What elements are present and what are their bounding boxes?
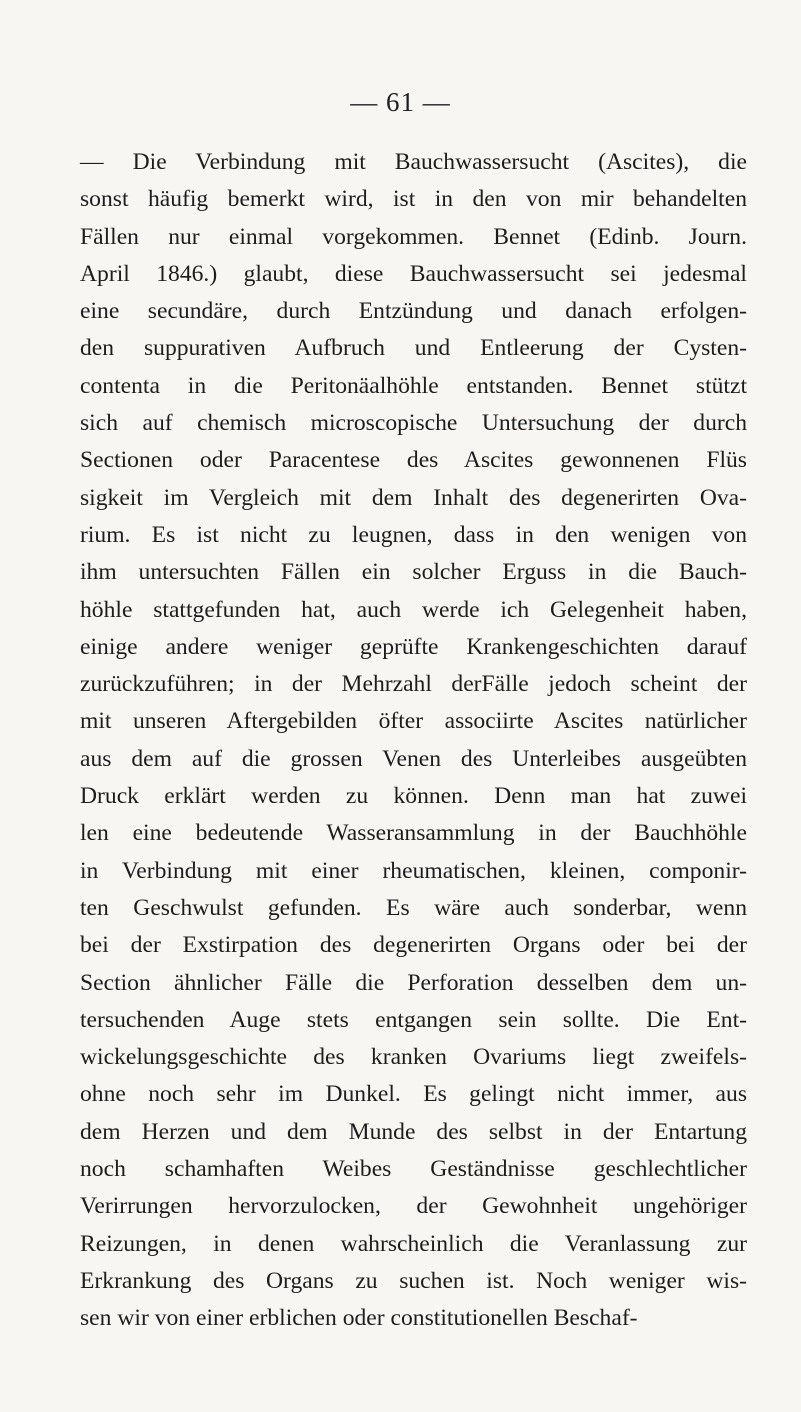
text-line: sigkeit im Vergleich mit dem Inhalt des degenerirten Ova- [80,484,747,511]
body-text [80,144,747,1338]
text-line: bei der Exstirpation des degenerirten Organs oder bei der [80,932,747,959]
text-line: len eine bedeutende Wasseransammlung in der Bauchhöhle [80,820,747,847]
text-line: zurückzuführen; in der Mehrzahl derFälle jedoch scheint der [80,671,747,698]
text-line: sen wir von einer erblichen oder constitutionellen Beschaf- [80,1305,638,1332]
text-line: Reizungen, in denen wahrscheinlich die Veranlassung zur [80,1230,747,1257]
text-line: noch schamhaften Weibes Geständnisse geschlechtlicher [80,1156,747,1183]
text-line: den suppurativen Aufbruch und Entleerung der Cysten- [80,335,747,362]
page-number: — 61 — [350,87,451,117]
text-line: Verirrungen hervorzulocken, der Gewohnheit ungehöriger [80,1193,747,1220]
text-line: sonst häufig bemerkt wird, ist in den von mir behandelten [80,186,747,213]
text-line: Erkrankung des Organs zu suchen ist. Noch weniger wis- [80,1267,747,1294]
text-line: ihm untersuchten Fällen ein solcher Erguss in die Bauch- [80,559,747,586]
text-line: tersuchenden Auge stets entgangen sein sollte. Die Ent- [80,1006,747,1033]
text-line: wickelungsgeschichte des kranken Ovariums liegt zweifels- [80,1044,747,1071]
text-line: eine secundäre, durch Entzündung und danach erfolgen- [80,298,747,325]
text-line: einige andere weniger geprüfte Krankengeschichten darauf [80,633,747,660]
text-line: ohne noch sehr im Dunkel. Es gelingt nicht immer, aus [80,1081,747,1108]
text-line: Druck erklärt werden zu können. Denn man hat zuwei [80,783,747,810]
text-line: rium. Es ist nicht zu leugnen, dass in den wenigen von [80,521,747,548]
text-line: aus dem auf die grossen Venen des Unterleibes ausgeübten [80,745,747,772]
text-line: Section ähnlicher Fälle die Perforation desselben dem un- [80,969,747,996]
text-line: Fällen nur einmal vorgekommen. Bennet (Edinb. Journ. [80,223,747,250]
text-line: mit unseren Aftergebilden öfter associirte Ascites natürlicher [80,708,747,735]
text-line: April 1846.) glaubt, diese Bauchwassersucht sei jedesmal [80,260,747,287]
text-line: ten Geschwulst gefunden. Es wäre auch sonderbar, wenn [80,894,747,921]
text-line: Sectionen oder Paracentese des Ascites gewonnenen Flüs [80,447,747,474]
text-line: höhle stattgefunden hat, auch werde ich Gelegenheit haben, [80,596,747,623]
text-line: — Die Verbindung mit Bauchwassersucht (Ascites), die [80,149,747,175]
text-line: in Verbindung mit einer rheumatischen, kleinen, componir- [80,857,747,884]
text-line: dem Herzen und dem Munde des selbst in der Entartung [80,1118,747,1145]
text-line: contenta in die Peritonäalhöhle entstanden. Bennet stützt [80,372,747,399]
text-line: sich auf chemisch microscopische Untersuchung der durch [80,410,747,437]
